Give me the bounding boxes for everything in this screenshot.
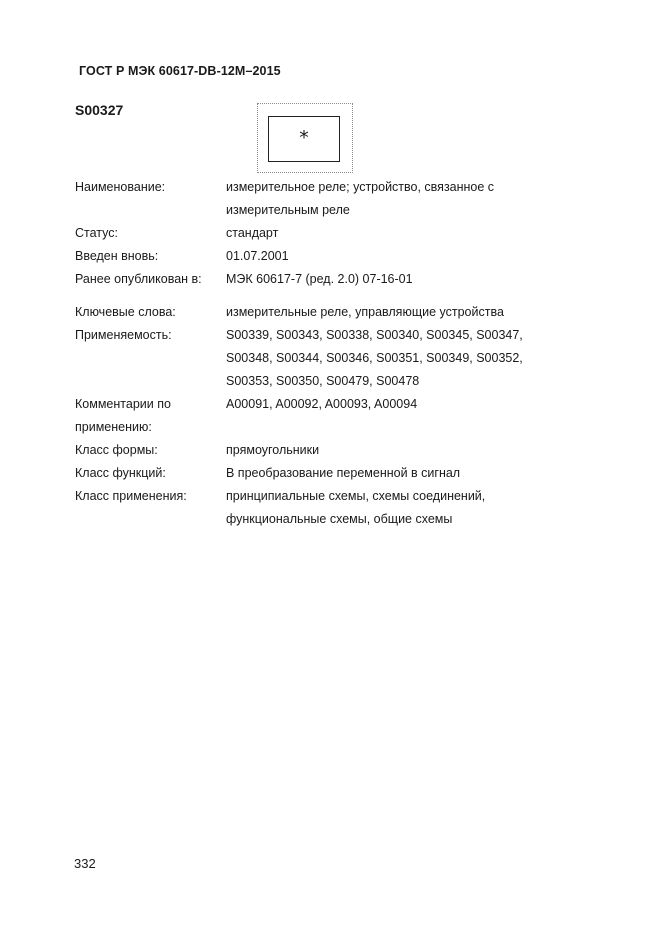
field-value: A00091, A00092, A00093, A00094 <box>226 397 418 411</box>
field-value: B преобразование переменной в сигнал <box>226 466 461 480</box>
field-label: применению: <box>75 420 152 434</box>
page-number: 332 <box>74 856 96 871</box>
field-value: измерительное реле; устройство, связанное с <box>226 180 495 194</box>
field-label: Введен вновь: <box>75 249 159 263</box>
field-label: Ключевые слова: <box>75 305 176 319</box>
field-value: принципиальные схемы, схемы соединений, <box>226 489 486 503</box>
field-label: Ранее опубликован в: <box>75 272 202 286</box>
field-value: S00353, S00350, S00479, S00478 <box>226 374 420 388</box>
field-value: S00339, S00343, S00338, S00340, S00345, S00347, <box>226 328 523 342</box>
field-value: стандарт <box>226 226 279 240</box>
field-label: Класс функций: <box>75 466 166 480</box>
field-value: функциональные схемы, общие схемы <box>226 512 453 526</box>
field-label: Статус: <box>75 226 118 240</box>
field-label: Комментарии по <box>75 397 171 411</box>
field-value: МЭК 60617-7 (ред. 2.0) 07-16-01 <box>226 272 413 286</box>
field-label: Класс формы: <box>75 443 158 457</box>
field-value: измерительные реле, управляющие устройства <box>226 305 504 319</box>
symbol-code: S00327 <box>75 102 124 118</box>
field-label: Применяемость: <box>75 328 172 342</box>
document-header: ГОСТ Р МЭК 60617-DB-12M–2015 <box>79 64 281 78</box>
field-label: Наименование: <box>75 180 166 194</box>
field-value: измерительным реле <box>226 203 350 217</box>
symbol-rectangle <box>268 116 340 162</box>
field-value: S00348, S00344, S00346, S00351, S00349, S00352, <box>226 351 523 365</box>
asterisk-symbol: * <box>299 127 309 149</box>
field-label: Класс применения: <box>75 489 187 503</box>
field-value: 01.07.2001 <box>226 249 289 263</box>
field-value: прямоугольники <box>226 443 320 457</box>
